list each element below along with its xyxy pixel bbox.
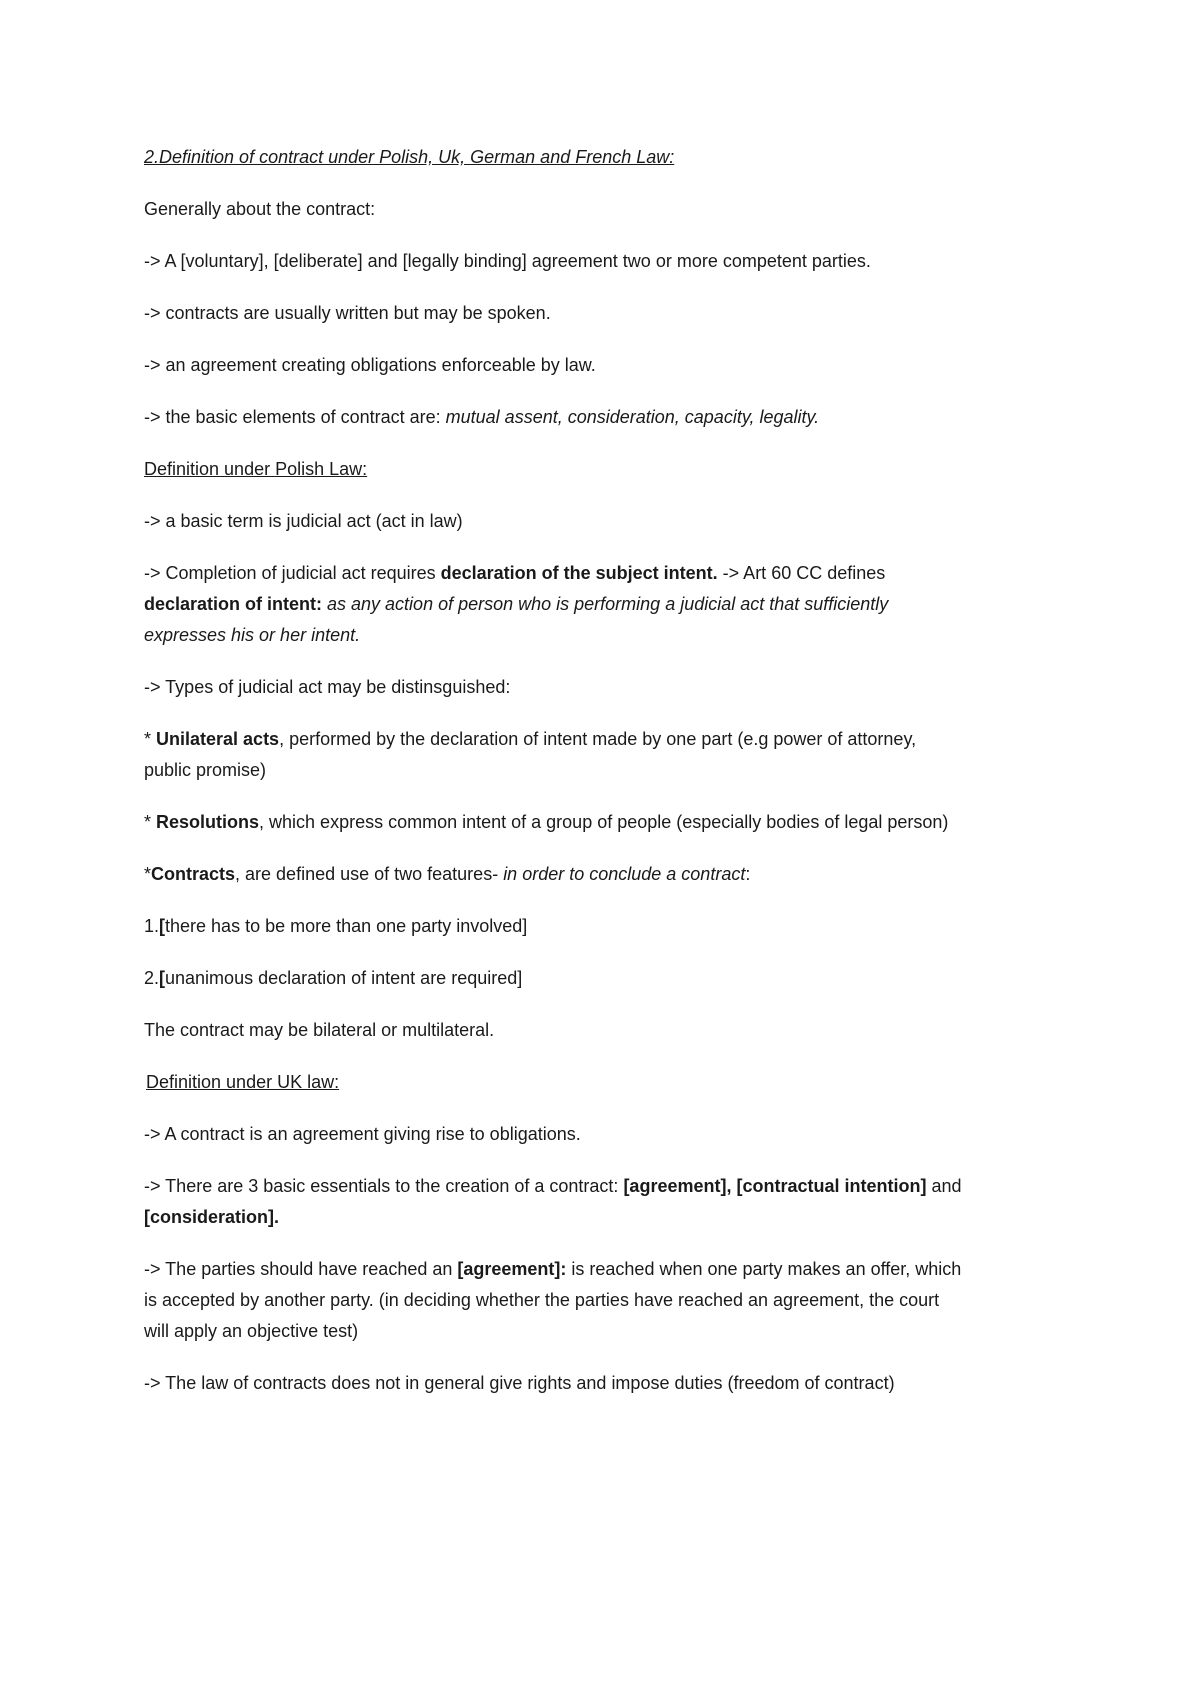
- polish-closing: The contract may be bilateral or multilateral.: [144, 1020, 495, 1040]
- uk-point-3-line-2: is accepted by another party. (in deciding whether the parties have reached an agreement, the court: [144, 1290, 940, 1310]
- general-point-1: -> A [voluntary], [deliberate] and [legally binding] agreement two or more competent parties.: [144, 251, 871, 271]
- uk-point-4: -> The law of contracts does not in general give rights and impose duties (freedom of contract): [144, 1373, 895, 1393]
- general-point-4: -> the basic elements of contract are: mutual assent, consideration, capacity, legality.: [144, 407, 820, 427]
- polish-point-2-line-1: -> Completion of judicial act requires declaration of the subject intent. -> Art 60 CC defines: [144, 563, 886, 583]
- general-point-3: -> an agreement creating obligations enforceable by law.: [144, 355, 596, 375]
- polish-heading: Definition under Polish Law:: [144, 459, 368, 479]
- uk-point-2-line-1: -> There are 3 basic essentials to the creation of a contract: [agreement], [contractual intention] and: [144, 1176, 962, 1196]
- uk-heading: Definition under UK law:: [146, 1072, 340, 1092]
- unilateral-line-1: * Unilateral acts, performed by the declaration of intent made by one part (e.g power of attorney,: [144, 729, 917, 749]
- unilateral-line-2: public promise): [144, 760, 267, 780]
- polish-point-2-line-3: expresses his or her intent.: [144, 625, 361, 645]
- general-heading: Generally about the contract:: [144, 199, 376, 219]
- uk-point-2-line-2: [consideration].: [144, 1207, 280, 1227]
- polish-point-2-line-2: declaration of intent: as any action of person who is performing a judicial act that sufficiently: [144, 594, 889, 614]
- resolutions-line: * Resolutions, which express common intent of a group of people (especially bodies of legal person): [144, 812, 949, 832]
- polish-point-1: -> a basic term is judicial act (act in law): [144, 511, 463, 531]
- uk-point-3-line-1: -> The parties should have reached an [agreement]: is reached when one party makes an offer, which: [144, 1259, 962, 1279]
- uk-point-1: -> A contract is an agreement giving rise to obligations.: [144, 1124, 581, 1144]
- uk-point-3-line-3: will apply an objective test): [144, 1321, 359, 1341]
- general-point-2: -> contracts are usually written but may be spoken.: [144, 303, 551, 323]
- polish-point-3: -> Types of judicial act may be distinsguished:: [144, 677, 511, 697]
- feature-1: 1.[there has to be more than one party involved]: [144, 916, 528, 936]
- title-text: 2.Definition of contract under Polish, Uk, German and French Law:: [144, 147, 675, 167]
- feature-2: 2.[unanimous declaration of intent are required]: [144, 968, 523, 988]
- contracts-line: *Contracts, are defined use of two features- in order to conclude a contract:: [144, 864, 751, 884]
- document-title: [144, 142, 674, 173]
